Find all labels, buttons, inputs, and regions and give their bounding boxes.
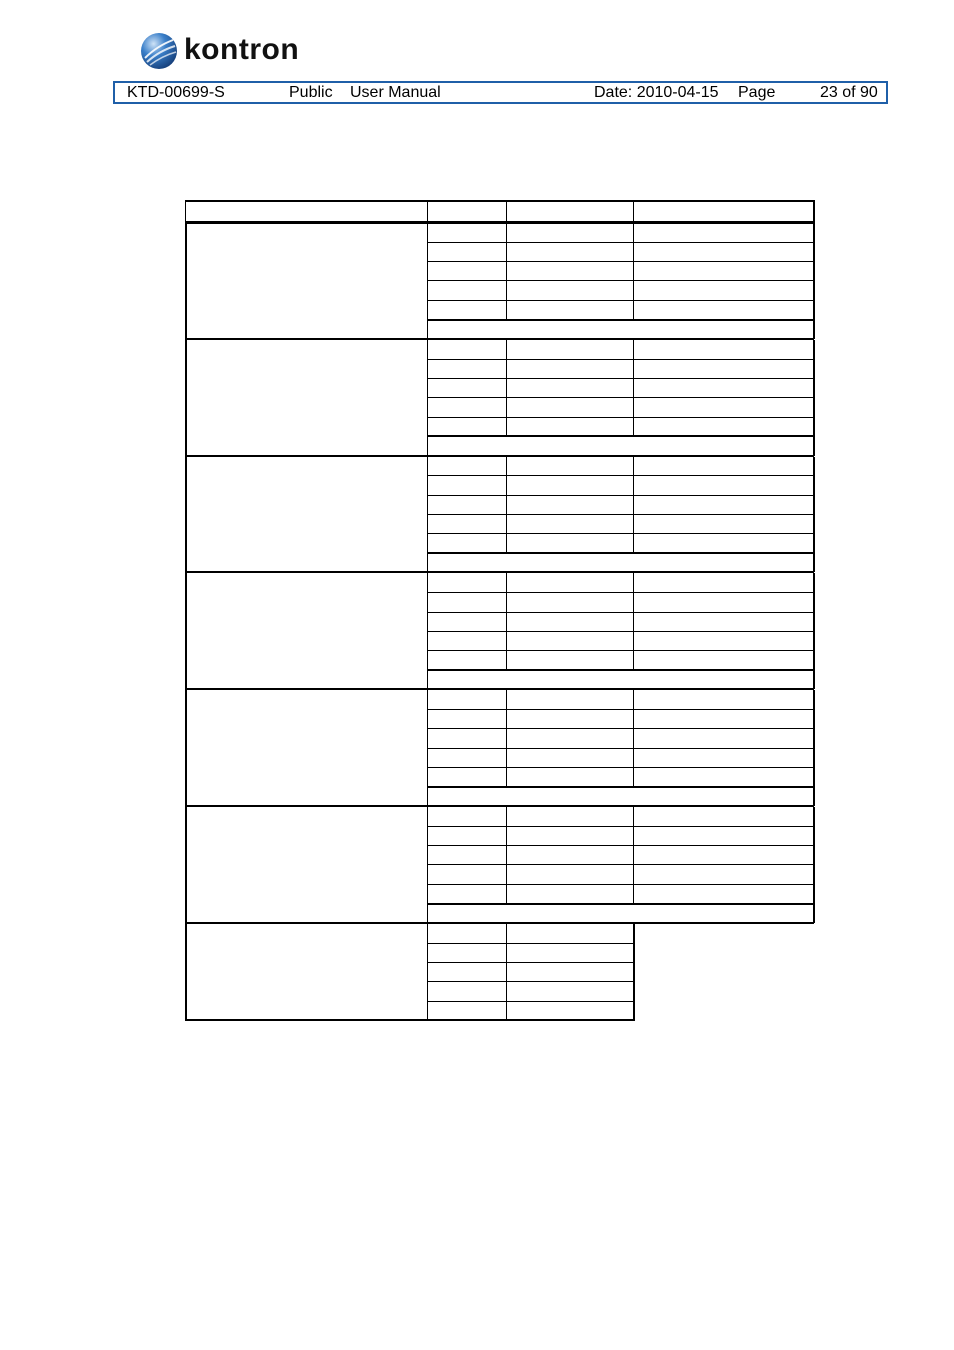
rail-voltage-cell (427, 632, 506, 652)
rail-current-cell (506, 515, 633, 535)
rail-current-cell (506, 243, 633, 263)
column-line (427, 573, 428, 689)
rail-power-cell (633, 613, 813, 633)
rail-current-cell (506, 457, 633, 477)
column-line (427, 340, 428, 456)
rail-current-cell (506, 944, 633, 964)
rail-current-cell (506, 476, 633, 496)
column-line (427, 690, 428, 806)
rail-power-cell (633, 515, 813, 535)
table-left-border (185, 457, 187, 573)
rail-current-cell (506, 710, 633, 730)
doc-date: Date: 2010-04-15 (594, 84, 719, 101)
header-right-border (813, 200, 815, 223)
logo-wordmark: kontron (184, 33, 300, 66)
header-column-line (185, 200, 186, 221)
rail-power-cell (633, 457, 813, 477)
table-left-border (185, 573, 187, 689)
table-right-border (813, 223, 815, 339)
rail-voltage-cell (427, 944, 506, 964)
rail-power-cell (633, 360, 813, 380)
table-right-border (813, 690, 815, 806)
column-line (506, 573, 507, 670)
rail-current-cell (506, 613, 633, 633)
rail-voltage-cell (427, 729, 506, 749)
rail-voltage-cell (427, 340, 506, 360)
rail-power-cell (633, 865, 813, 885)
rail-voltage-cell (427, 691, 506, 711)
rail-current-cell (506, 224, 633, 244)
rail-voltage-cell (427, 281, 506, 301)
table-left-border (185, 340, 187, 456)
rail-power-cell (633, 808, 813, 828)
rail-voltage-cell (427, 846, 506, 866)
rail-voltage-cell (427, 457, 506, 477)
rail-voltage-cell (427, 379, 506, 399)
column-line (633, 457, 634, 554)
column-line (633, 223, 634, 320)
table-left-border (185, 690, 187, 806)
rail-voltage-cell (427, 360, 506, 380)
table-right-border (813, 807, 815, 923)
column-line (427, 924, 428, 1021)
rail-power-cell (633, 398, 813, 418)
rail-voltage-cell (427, 865, 506, 885)
rail-voltage-cell (427, 224, 506, 244)
table-bottom-border (185, 1019, 635, 1021)
rail-voltage-cell (427, 710, 506, 730)
column-line (506, 690, 507, 787)
table-top-border (185, 200, 814, 202)
table-right-border (813, 573, 815, 689)
header-column-line (506, 200, 507, 221)
column-line (427, 457, 428, 573)
rail-current-cell (506, 749, 633, 769)
rail-current-cell (506, 808, 633, 828)
rail-voltage-cell (427, 496, 506, 516)
column-line (633, 690, 634, 787)
column-line (427, 807, 428, 923)
rail-current-cell (506, 691, 633, 711)
rail-current-cell (506, 574, 633, 594)
rail-voltage-cell (427, 963, 506, 983)
doc-id: KTD-00699-S (127, 84, 225, 101)
rail-current-cell (506, 963, 633, 983)
column-line (633, 573, 634, 670)
rail-current-cell (506, 262, 633, 282)
rail-current-cell (506, 632, 633, 652)
rail-voltage-cell (427, 574, 506, 594)
rail-voltage-cell (427, 243, 506, 263)
rail-power-cell (633, 476, 813, 496)
rail-power-cell (633, 593, 813, 613)
rail-voltage-cell (427, 613, 506, 633)
rail-power-cell (633, 224, 813, 244)
rail-voltage-cell (427, 398, 506, 418)
page-label: Page (738, 84, 776, 101)
rail-current-cell (506, 398, 633, 418)
column-line (633, 340, 634, 437)
rail-power-cell (633, 379, 813, 399)
rail-current-cell (506, 846, 633, 866)
rail-voltage-cell (427, 262, 506, 282)
column-line (506, 457, 507, 554)
rail-voltage-cell (427, 827, 506, 847)
doc-classification: Public (289, 84, 333, 101)
column-line (506, 340, 507, 437)
rail-voltage-cell (427, 593, 506, 613)
rail-current-cell (506, 340, 633, 360)
rail-power-cell (633, 632, 813, 652)
rail-current-cell (506, 827, 633, 847)
rail-current-cell (506, 281, 633, 301)
rail-voltage-cell (427, 982, 506, 1002)
rail-current-cell (506, 729, 633, 749)
rail-current-cell (506, 924, 633, 944)
column-line (506, 924, 507, 1021)
rail-voltage-cell (427, 924, 506, 944)
column-line (506, 807, 507, 904)
header-column-line (427, 200, 428, 221)
table-right-border (813, 457, 815, 573)
column-line (633, 807, 634, 904)
rail-power-cell (633, 691, 813, 711)
table-right-border (813, 340, 815, 456)
column-line (633, 924, 635, 1021)
rail-voltage-cell (427, 808, 506, 828)
doc-type: User Manual (350, 84, 441, 101)
rail-power-cell (633, 262, 813, 282)
rail-power-cell (633, 574, 813, 594)
rail-current-cell (506, 593, 633, 613)
table-left-border (185, 924, 187, 1021)
table-left-border (185, 223, 187, 339)
rail-power-cell (633, 281, 813, 301)
page-number: 23 of 90 (820, 84, 878, 101)
column-line (506, 223, 507, 320)
rail-power-cell (633, 827, 813, 847)
rail-power-cell (633, 710, 813, 730)
rail-current-cell (506, 379, 633, 399)
rail-current-cell (506, 982, 633, 1002)
table-left-border (185, 807, 187, 923)
rail-current-cell (506, 360, 633, 380)
rail-voltage-cell (427, 749, 506, 769)
rail-power-cell (633, 340, 813, 360)
column-line (427, 223, 428, 339)
rail-power-cell (633, 749, 813, 769)
rail-voltage-cell (427, 476, 506, 496)
rail-power-cell (633, 846, 813, 866)
rail-voltage-cell (427, 515, 506, 535)
rail-power-cell (633, 243, 813, 263)
rail-power-cell (633, 729, 813, 749)
header-column-line (633, 200, 634, 221)
rail-current-cell (506, 496, 633, 516)
rail-current-cell (506, 865, 633, 885)
rail-power-cell (633, 496, 813, 516)
